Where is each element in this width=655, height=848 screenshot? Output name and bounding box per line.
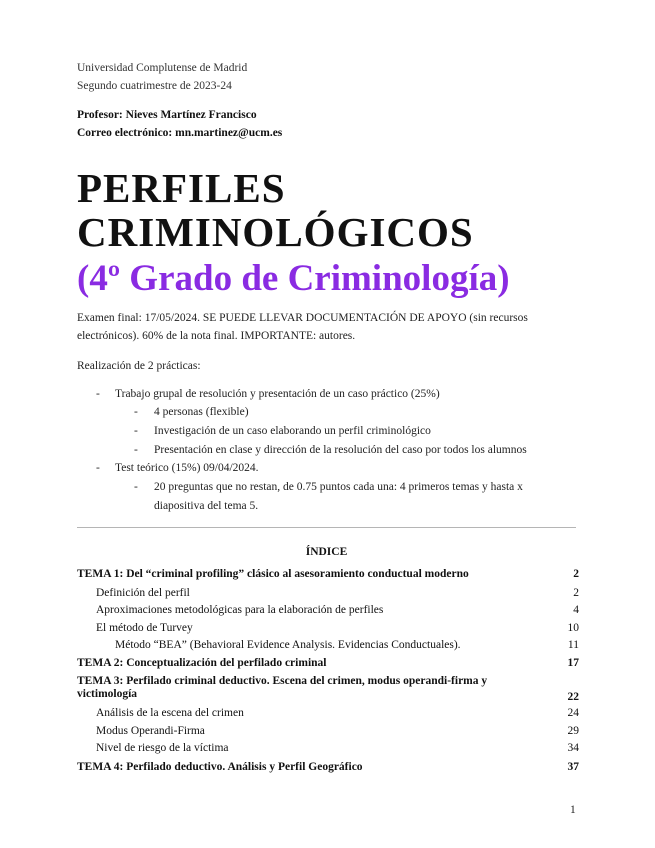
toc-page-number: 17 [567,657,579,669]
toc-entry-text: El método de Turvey [96,622,193,634]
toc-page-number: 22 [567,691,579,703]
list-bullet: - [96,388,100,400]
list-sub-item-continuation: diapositiva del tema 5. [154,500,259,512]
title-line-2: CRIMINOLÓGICOS [77,209,474,255]
toc-entry-text: Modus Operandi-Firma [96,725,205,737]
professor-name: Profesor: Nieves Martínez Francisco [77,109,257,121]
university-name: Universidad Complutense de Madrid [77,62,248,74]
toc-page-number: 2 [573,587,579,599]
title-line-1: PERFILES [77,165,286,211]
toc-entry[interactable] [96,622,579,634]
toc-page-number: 37 [567,761,579,773]
list-bullet: - [96,462,100,474]
toc-page-number: 10 [567,622,579,634]
toc-entry-text: Definición del perfil [96,587,190,599]
subtitle: (4º Grado de Criminología) [77,258,510,299]
toc-entry[interactable] [96,742,579,754]
toc-entry[interactable] [96,707,579,719]
toc-page-number: 11 [567,639,579,651]
toc-entry[interactable] [96,604,579,616]
toc-entry-text: TEMA 4: Perfilado deductivo. Análisis y Perfil Geográfico [77,761,363,773]
toc-entry-tema-3[interactable] [77,675,579,709]
index-title: ÍNDICE [305,546,348,558]
page-number: 1 [570,804,576,816]
toc-page-number: 29 [567,725,579,737]
list-bullet: - [134,406,138,418]
practicas-intro: Realización de 2 prácticas: [77,360,201,372]
list-sub-item: Investigación de un caso elaborando un perfil criminológico [154,425,431,437]
list-bullet: - [134,444,138,456]
toc-entry-text: Método “BEA” (Behavioral Evidence Analysis. Evidencias Conductuales). [115,639,461,651]
list-bullet: - [134,425,138,437]
list-item: Test teórico (15%) 09/04/2024. [115,462,259,474]
toc-entry-tema-1[interactable] [77,568,579,580]
semester: Segundo cuatrimestre de 2023-24 [77,80,232,92]
list-sub-item: 4 personas (flexible) [154,406,249,418]
toc-page-number: 4 [573,604,579,616]
list-sub-item: Presentación en clase y dirección de la resolución del caso por todos los alumnos [154,444,527,456]
list-item: Trabajo grupal de resolución y presentación de un caso práctico (25%) [115,388,440,400]
exam-info-line-1: Examen final: 17/05/2024. SE PUEDE LLEVAR DOCUMENTACIÓN DE APOYO (sin recursos [77,312,528,324]
toc-entry-text-continuation: victimología [77,688,138,700]
toc-entry-text: Análisis de la escena del crimen [96,707,244,719]
toc-entry[interactable] [115,639,579,651]
professor-email: Correo electrónico: mn.martinez@ucm.es [77,127,283,139]
toc-entry-tema-2[interactable] [77,657,579,669]
list-sub-item: 20 preguntas que no restan, de 0.75 puntos cada una: 4 primeros temas y hasta x [154,481,523,493]
toc-entry-text: Nivel de riesgo de la víctima [96,742,229,754]
list-bullet: - [134,481,138,493]
toc-entry-text: TEMA 3: Perfilado criminal deductivo. Escena del crimen, modus operandi-firma y [77,675,488,687]
toc-entry-text: Aproximaciones metodológicas para la elaboración de perfiles [96,604,384,616]
toc-entry-text: TEMA 1: Del “criminal profiling” clásico al asesoramiento conductual moderno [77,568,469,580]
toc-page-number: 2 [573,568,579,580]
toc-entry-tema-4[interactable] [77,761,579,773]
toc-page-number: 34 [567,742,579,754]
toc-entry-text: TEMA 2: Conceptualización del perfilado criminal [77,657,327,669]
toc-page-number: 24 [567,707,579,719]
exam-info-line-2: electrónicos). 60% de la nota final. IMPORTANTE: autores. [77,330,356,342]
toc-entry[interactable] [96,587,579,599]
toc-entry[interactable] [96,725,579,737]
section-divider [77,527,576,528]
